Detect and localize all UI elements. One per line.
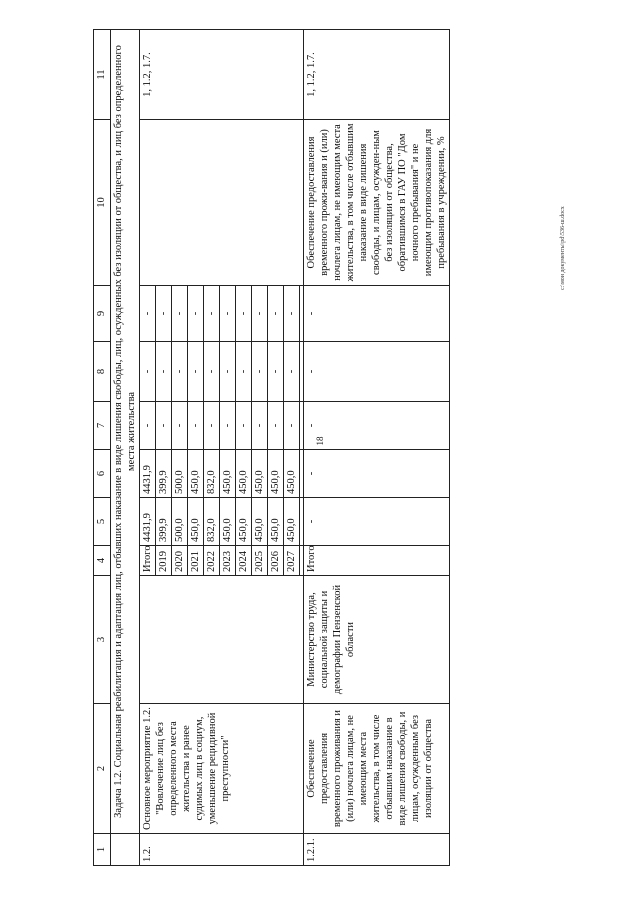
budget-cell: 450,0 (220, 450, 236, 498)
col7-cell: - (172, 402, 188, 450)
col-number: 3 (94, 576, 111, 704)
budget-cell: 500,0 (172, 450, 188, 498)
col7-cell: - (304, 402, 450, 450)
total-cell: 4431,9 (140, 498, 156, 546)
page-number: 18 (315, 436, 325, 446)
row-number: 1.2.1. (304, 834, 450, 866)
table-row (140, 30, 156, 866)
total-cell: - (304, 498, 450, 546)
col9-cell: - (140, 286, 156, 342)
table-row (304, 30, 450, 866)
year-cell: 2023 (220, 546, 236, 576)
col9-cell: - (172, 286, 188, 342)
total-cell: 500,0 (172, 498, 188, 546)
col-number: 5 (94, 498, 111, 546)
budget-cell: 4431,9 (140, 450, 156, 498)
col-number: 1 (94, 834, 111, 866)
col8-cell: - (236, 342, 252, 402)
indicator-ref: 1, 1.2, 1.7. (140, 30, 304, 120)
budget-cell: 450,0 (188, 450, 204, 498)
executor-cell (140, 576, 304, 704)
year-cell: 2022 (204, 546, 220, 576)
col9-cell: - (204, 286, 220, 342)
col-number: 7 (94, 402, 111, 450)
col8-cell: - (284, 342, 300, 402)
budget-cell: 399,9 (156, 450, 172, 498)
year-cell: Итого (140, 546, 156, 576)
total-cell: 450,0 (220, 498, 236, 546)
activity-name: Основное мероприятие 1.2. "Вовлечение лиц без определенного места жительства и ранее судимых лиц в социум, уменьшение рецидивной преступности" (140, 704, 304, 834)
col8-cell: - (220, 342, 236, 402)
col9-cell: - (236, 286, 252, 342)
col8-cell: - (140, 342, 156, 402)
col9-cell: - (268, 286, 284, 342)
budget-cell: 450,0 (284, 450, 300, 498)
total-cell: 832,0 (204, 498, 220, 546)
budget-cell: 832,0 (204, 450, 220, 498)
year-cell: 2026 (268, 546, 284, 576)
budget-cell: 450,0 (268, 450, 284, 498)
col-number: 2 (94, 704, 111, 834)
result-cell (140, 120, 304, 286)
budget-cell: - (304, 450, 450, 498)
footer-path-text: c:\мои документы\pd\536-ш.docx (560, 206, 566, 290)
task-title: Задача 1.2. Социальная реабилитация и адаптация лиц, отбывших наказание в виде лишения свободы, лиц, осужденных без изоляции от общества, и лиц без определенного места жительства (111, 30, 140, 834)
total-cell: 399,9 (156, 498, 172, 546)
column-number-row (94, 30, 111, 866)
col7-cell: - (220, 402, 236, 450)
row-number: 1.2. (140, 834, 304, 866)
col9-cell: - (284, 286, 300, 342)
budget-cell: 450,0 (236, 450, 252, 498)
col8-cell: - (252, 342, 268, 402)
col-number: 11 (94, 30, 111, 120)
col9-cell: - (304, 286, 450, 342)
budget-cell: 450,0 (252, 450, 268, 498)
year-cell: 2020 (172, 546, 188, 576)
col7-cell: - (236, 402, 252, 450)
col7-cell: - (284, 402, 300, 450)
task-row (111, 30, 140, 866)
activity-name: Обеспечение предоставления временного проживания и (или) ночлега лицам, не имеющим места жительства, в том числе отбывшим наказание в виде лишения свободы, и лицам, осужденным без изоляции от общества (304, 704, 450, 834)
col9-cell: - (156, 286, 172, 342)
col8-cell: - (204, 342, 220, 402)
year-cell: 2027 (284, 546, 300, 576)
program-table (93, 29, 450, 866)
indicator-ref: 1, 1.2, 1.7. (304, 30, 450, 120)
col-number: 4 (94, 546, 111, 576)
year-cell: 2021 (188, 546, 204, 576)
col7-cell: - (140, 402, 156, 450)
year-cell: Итого (304, 546, 450, 576)
year-cell: 2024 (236, 546, 252, 576)
col-number: 6 (94, 450, 111, 498)
col8-cell: - (268, 342, 284, 402)
year-cell: 2019 (156, 546, 172, 576)
total-cell: 450,0 (284, 498, 300, 546)
col8-cell: - (304, 342, 450, 402)
col7-cell: - (204, 402, 220, 450)
result-cell: Обеспечение предоставления временного прожи-вания и (или) ночлега лицам, не имеющим места жительства, в том числе отбывшим наказание в виде лишения свободы, и лицам, осужден-ным без изоляции от общества, обратившимся в ГАУ ПО "Дом ночного пребывания" и не имеющим противопоказания для пребывания в учреждении, % (304, 120, 450, 286)
total-cell: 450,0 (236, 498, 252, 546)
total-cell: 450,0 (268, 498, 284, 546)
col7-cell: - (252, 402, 268, 450)
col9-cell: - (220, 286, 236, 342)
col7-cell: - (156, 402, 172, 450)
year-cell: 2025 (252, 546, 268, 576)
rotated-table-wrapper (93, 30, 583, 866)
executor-cell: Министерство труда, социальной защиты и демографии Пензенской области (304, 576, 450, 704)
col-number: 8 (94, 342, 111, 402)
col8-cell: - (156, 342, 172, 402)
col8-cell: - (172, 342, 188, 402)
total-cell: 450,0 (188, 498, 204, 546)
col7-cell: - (188, 402, 204, 450)
col8-cell: - (188, 342, 204, 402)
total-cell: 450,0 (252, 498, 268, 546)
col-number: 10 (94, 120, 111, 286)
col9-cell: - (252, 286, 268, 342)
col9-cell: - (188, 286, 204, 342)
col7-cell: - (268, 402, 284, 450)
col-number: 9 (94, 286, 111, 342)
